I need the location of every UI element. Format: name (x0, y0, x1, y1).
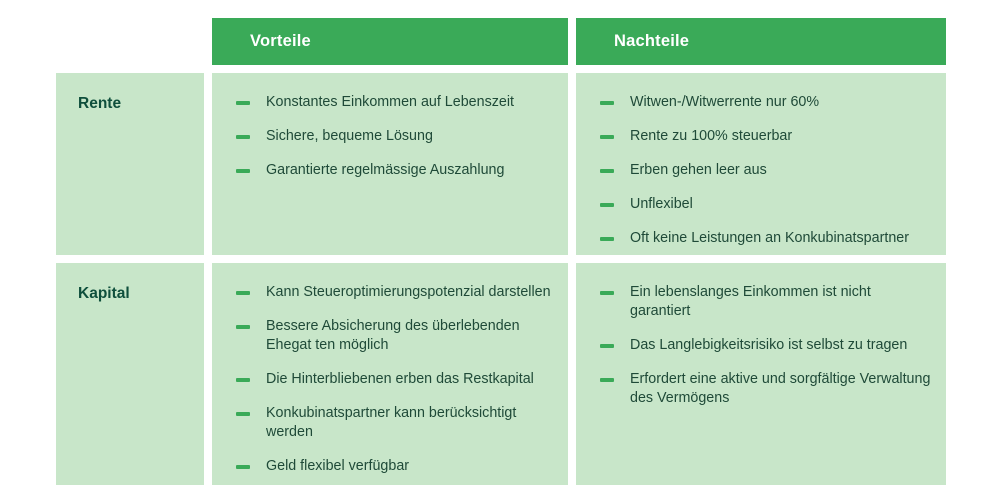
list-item (600, 195, 932, 214)
dash-bullet-icon (600, 203, 614, 207)
table-row (56, 73, 938, 255)
list-item (600, 283, 932, 321)
list-item-label: Konkubinatspartner kann berücksichtigt werden (266, 405, 517, 440)
row-label-kapital: Kapital (56, 263, 204, 485)
list-item (236, 370, 554, 389)
rente-cons-cell (576, 73, 946, 255)
kapital-pros-list (236, 283, 554, 476)
list-item (236, 404, 554, 442)
header-pros: Vorteile (212, 18, 568, 65)
list-item (236, 317, 554, 355)
rente-cons-list (600, 93, 932, 248)
list-item-label: Ein lebenslanges Einkommen ist nicht garantiert (630, 284, 871, 319)
list-item-label: Geld flexibel verfügbar (266, 458, 410, 474)
dash-bullet-icon (236, 412, 250, 416)
dash-bullet-icon (236, 169, 250, 173)
kapital-cons-list (600, 283, 932, 408)
rente-pros-cell (212, 73, 568, 255)
dash-bullet-icon (236, 465, 250, 469)
dash-bullet-icon (600, 135, 614, 139)
dash-bullet-icon (236, 101, 250, 105)
list-item (236, 457, 554, 476)
dash-bullet-icon (236, 135, 250, 139)
table-header-row (56, 18, 938, 65)
list-item (600, 93, 932, 112)
list-item (600, 370, 932, 408)
list-item-label: Das Langlebigkeitsrisiko ist selbst zu tragen (630, 337, 908, 353)
dash-bullet-icon (600, 344, 614, 348)
list-item-label: Bessere Absicherung des überlebenden Ehegat ten möglich (266, 318, 520, 353)
list-item (600, 127, 932, 146)
list-item (236, 127, 554, 146)
dash-bullet-icon (600, 101, 614, 105)
dash-bullet-icon (600, 291, 614, 295)
list-item-label: Rente zu 100% steuerbar (630, 128, 793, 144)
list-item-label: Konstantes Einkommen auf Lebenszeit (266, 94, 514, 110)
dash-bullet-icon (600, 169, 614, 173)
list-item-label: Erben gehen leer aus (630, 162, 767, 178)
header-blank-cell (56, 18, 204, 65)
list-item-label: Oft keine Leistungen an Konkubinatspartner (630, 230, 909, 246)
row-label-rente: Rente (56, 73, 204, 255)
list-item-label: Die Hinterbliebenen erben das Restkapital (266, 371, 534, 387)
header-cons: Nachteile (576, 18, 946, 65)
list-item (600, 336, 932, 355)
list-item-label: Sichere, bequeme Lösung (266, 128, 433, 144)
dash-bullet-icon (236, 378, 250, 382)
list-item-label: Witwen-/Witwerrente nur 60% (630, 94, 820, 110)
list-item-label: Unflexibel (630, 196, 693, 212)
list-item (236, 161, 554, 180)
comparison-table (56, 18, 938, 485)
list-item (600, 161, 932, 180)
dash-bullet-icon (236, 291, 250, 295)
list-item (236, 93, 554, 112)
dash-bullet-icon (600, 378, 614, 382)
kapital-cons-cell (576, 263, 946, 485)
kapital-pros-cell (212, 263, 568, 485)
table-row (56, 263, 938, 485)
list-item-label: Garantierte regelmässige Auszahlung (266, 162, 505, 178)
dash-bullet-icon (600, 237, 614, 241)
rente-pros-list (236, 93, 554, 180)
list-item (600, 229, 932, 248)
dash-bullet-icon (236, 325, 250, 329)
list-item-label: Erfordert eine aktive und sorgfältige Verwaltung des Vermögens (630, 371, 931, 406)
list-item-label: Kann Steueroptimierungspotenzial darstellen (266, 284, 551, 300)
list-item (236, 283, 554, 302)
